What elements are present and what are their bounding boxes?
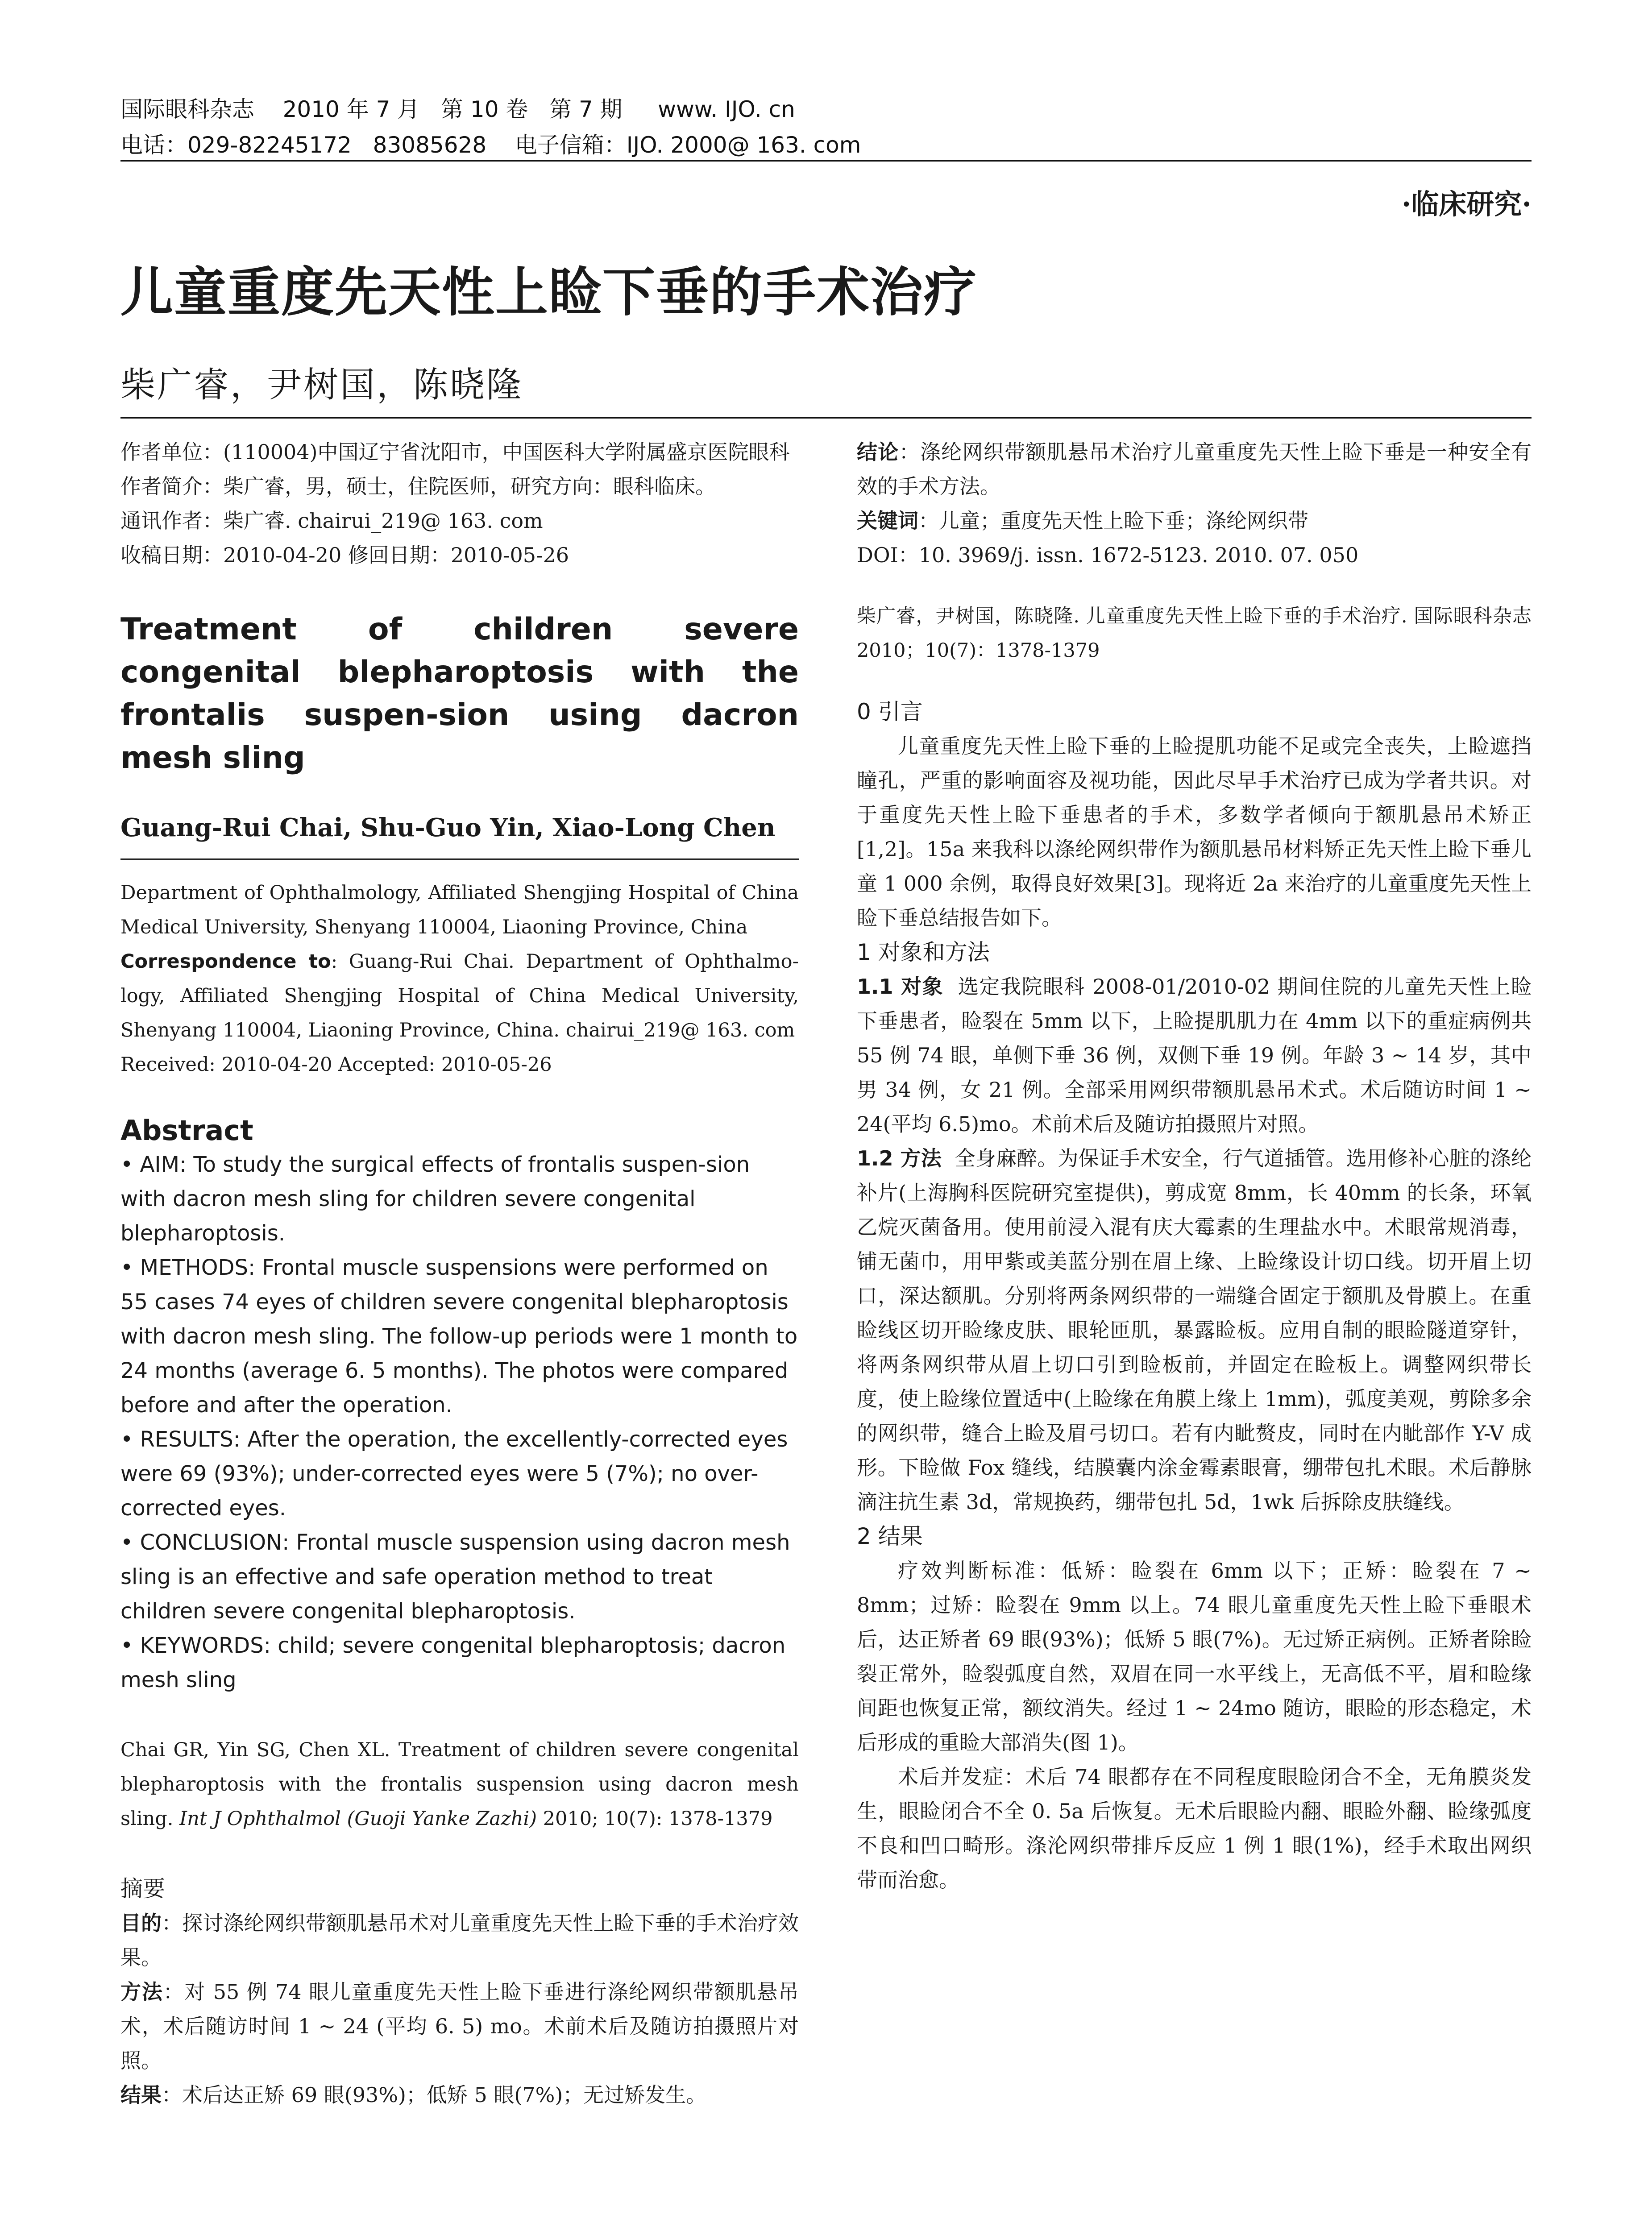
abstract-methods: • METHODS: Frontal muscle suspensions were performed on 55 cases 74 eyes of children severe congenital blepharoptosis with dacron mesh sling. The follow-up periods were 1 month to 24 months (average 6. 5 months). The photos were compared before and after the operation. [120, 1255, 798, 1418]
cn-keywords-text: ：儿童；重度先天性上睑下垂；涤纶网织带 [918, 509, 1308, 533]
cn-abstract-aim [120, 1906, 799, 1975]
section-2-heading: 2 结果 [857, 1523, 923, 1549]
abstract-body [120, 1148, 799, 1697]
cn-methods-text: ：对 55 例 74 眼儿童重度先天性上睑下垂进行涤纶网织带额肌悬吊术，术后随访时间 1 ~ 24 (平均 6. 5) mo。术前术后及随访拍摄照片对照。 [120, 1980, 799, 2073]
abstract-aim: • AIM: To study the surgical effects of frontalis suspen-sion with dacron mesh sling for children severe congenital blepharoptosis. [120, 1152, 750, 1246]
section-1-2-text: 全身麻醉。为保证手术安全，行气道插管。选用修补心脏的涤纶补片(上海胸科医院研究室提供)，剪成宽 8mm，长 40mm 的长条，环氧乙烷灭菌备用。使用前浸入混有庆大霉素的生理盐水中。术眼常规消毒，铺无菌巾，用甲紫或美蓝分别在眉上缘、上睑缘设计切口线。切开眉上切口，深达额肌。分别将两条网织带的一端缝合固定于额肌及骨膜上。在重睑线区切开睑缘皮肤、眼轮匝肌，暴露睑板。应用自制的眼睑隧道穿针，将两条网织带从眉上切口引到睑板前，并固定在睑板上。调整网织带长度，使上睑缘位置适中(上睑缘在角膜上缘上 1mm)，弧度美观，剪除多余的网织带，缝合上睑及眉弓切口。若有内眦赘皮，同时在内眦部作 Y-V 成形。下睑做 Fox 缝线，结膜囊内涂金霉素眼膏，绷带包扎术眼。术后静脉滴注抗生素 3d，常规换药，绷带包扎 5d，1wk 后拆除皮肤缝线。 [857, 1146, 1532, 1514]
cn-results-label: 结果 [120, 2083, 162, 2107]
affiliation: 作者单位：(110004)中国辽宁省沈阳市，中国医科大学附属盛京医院眼科 [120, 440, 790, 464]
cn-abstract-results [120, 2078, 799, 2112]
section-tag: ·临床研究· [1401, 188, 1532, 220]
cn-keywords-label: 关键词 [857, 509, 918, 533]
section-2-paragraph-2: 术后并发症：术后 74 眼都存在不同程度眼睑闭合不全，无角膜炎发生，眼睑闭合不全 0. 5a 后恢复。无术后眼睑内翻、眼睑外翻、睑缘弧度不良和凹口畸形。涤沦网织带排斥反应 1 例 1 眼(1%)，经手术取出网织带而治愈。 [857, 1765, 1532, 1892]
correspondence: 通讯作者：柴广睿. chairui_219@ 163. com [120, 509, 543, 533]
abstract-keywords: • KEYWORDS: child; severe congenital blepharoptosis; dacron mesh sling [120, 1633, 786, 1692]
english-dates: Received: 2010-04-20 Accepted: 2010-05-26 [120, 1053, 552, 1076]
abstract-results: • RESULTS: After the operation, the excellently-corrected eyes were 69 (93%); under-corrected eyes were 5 (7%); no over-corrected eyes. [120, 1427, 788, 1521]
cn-results-text: ：术后达正矫 69 眼(93%)；低矫 5 眼(7%)；无过矫发生。 [162, 2083, 707, 2107]
section-1-1-label: 1.1 对象 [857, 975, 944, 999]
cn-abstract-heading: 摘要 [120, 1876, 165, 1902]
english-correspondence [120, 945, 799, 1048]
title-rule [120, 417, 1532, 419]
author-bio: 作者简介：柴广睿，男，硕士，住院医师，研究方向：眼科临床。 [120, 474, 716, 498]
authors-cn: 柴广睿，尹树国，陈晓隆 [120, 365, 523, 405]
cn-citation: 柴广睿，尹树国，陈晓隆. 儿童重度先天性上睑下垂的手术治疗. 国际眼科杂志 2010；10(7)：1378-1379 [857, 605, 1532, 662]
section-1-1-text: 选定我院眼科 2008-01/2010-02 期间住院的儿童先天性上睑下垂患者，睑裂在 5mm 以下，上睑提肌肌力在 4mm 以下的重症病例共 55 例 74 眼，单侧下垂 36 例，双侧下垂 19 例。年龄 3 ~ 14 岁，其中男 34 例，女 21 例。全部采用网织带额肌悬吊术式。术后随访时间 1 ~ 24(平均 6.5)mo。术前术后及随访拍摄照片对照。 [857, 975, 1532, 1136]
correspondence-label: Correspondence to [120, 950, 331, 973]
section-1-1 [857, 970, 1532, 1141]
section-0-heading: 0 引言 [857, 699, 923, 725]
cn-conclusion-label: 结论 [857, 440, 899, 464]
section-0-paragraph: 儿童重度先天性上睑下垂的上睑提肌功能不足或完全丧失，上睑遮挡瞳孔，严重的影响面容及视功能，因此尽早手术治疗已成为学者共识。对于重度先天性上睑下垂患者的手术，多数学者倾向于额肌悬吊术矫正[1,2]。15a 来我科以涤纶网织带作为额肌悬吊材料矫正先天性上睑下垂儿童 1 000 余例，取得良好效果[3]。现将近 2a 来治疗的儿童重度先天性上睑下垂总结报告如下。 [857, 734, 1532, 930]
section-2-paragraph-1: 疗效判断标准：低矫：睑裂在 6mm 以下；正矫：睑裂在 7 ~ 8mm；过矫：睑裂在 9mm 以上。74 眼儿童重度先天性上睑下垂眼术后，达正矫者 69 眼(93%)；低矫 5 眼(7%)。无过矫正病例。正矫者除睑裂正常外，睑裂弧度自然，双眉在同一水平线上，无高低不平，眉和睑缘间距也恢复正常，额纹消失。经过 1 ~ 24mo 随访，眼睑的形态稳定，术后形成的重睑大部消失(图 1)。 [857, 1559, 1532, 1754]
section-1-2-label: 1.2 方法 [857, 1146, 942, 1170]
author-rule [120, 858, 799, 860]
cn-keywords [857, 504, 1532, 538]
header-rule [120, 160, 1532, 162]
english-authors: Guang-Rui Chai, Shu-Guo Yin, Xiao-Long Chen [120, 813, 776, 842]
journal-header-line-1: 国际眼科杂志 2010 年 7 月 第 10 卷 第 7 期 www. IJO. cn [120, 96, 795, 122]
article-title: 儿童重度先天性上睑下垂的手术治疗 [120, 261, 978, 323]
abstract-conclusion: • CONCLUSION: Frontal muscle suspension using dacron mesh sling is an effective and safe operation method to treat children severe congenital blepharoptosis. [120, 1530, 790, 1624]
cn-abstract-conclusion [857, 435, 1532, 504]
cn-aim-text: ：探讨涤纶网织带额肌悬吊术对儿童重度先天性上睑下垂的手术治疗效果。 [120, 1911, 799, 1970]
english-title: Treatment of children severe congenital blepharoptosis with the frontalis suspen-sion using dacron mesh sling [120, 612, 799, 775]
citation-text: Chai GR, Yin SG, Chen XL. Treatment of children severe congenital blepharoptosis with the frontalis suspension using dacron mesh sling. [120, 1739, 799, 1830]
english-citation [120, 1733, 799, 1836]
cn-conclusion-text: ：涤纶网织带额肌悬吊术治疗儿童重度先天性上睑下垂是一种安全有效的手术方法。 [857, 440, 1532, 498]
citation-journal: Int J Ophthalmol (Guoji Yanke Zazhi) [179, 1808, 537, 1830]
left-column [120, 435, 799, 2112]
received-dates: 收稿日期：2010-04-20 修回日期：2010-05-26 [120, 543, 569, 567]
cn-aim-label: 目的 [120, 1911, 162, 1935]
section-1-heading: 1 对象和方法 [857, 939, 990, 965]
section-1-2 [857, 1141, 1532, 1519]
citation-volume: 2010; 10(7): 1378-1379 [537, 1808, 773, 1830]
journal-header-line-2: 电话：029-82245172 83085628 电子信箱：IJO. 2000@ 163. com [120, 132, 861, 158]
correspondence-text: : Guang-Rui Chai. Department of Ophthalmo-logy, Affiliated Shengjing Hospital of China Medical University, Shenyang 110004, Liaoning Province, China. chairui_219@ 163. com [120, 950, 799, 1041]
right-column [857, 435, 1532, 1897]
abstract-heading: Abstract [120, 1114, 253, 1147]
cn-methods-label: 方法 [120, 1980, 163, 2004]
cn-abstract-methods [120, 1975, 799, 2078]
english-affiliation: Department of Ophthalmology, Affiliated Shengjing Hospital of China Medical University, Shenyang 110004, Liaoning Province, China [120, 882, 799, 938]
doi: DOI：10. 3969/j. issn. 1672-5123. 2010. 07. 050 [857, 543, 1359, 567]
